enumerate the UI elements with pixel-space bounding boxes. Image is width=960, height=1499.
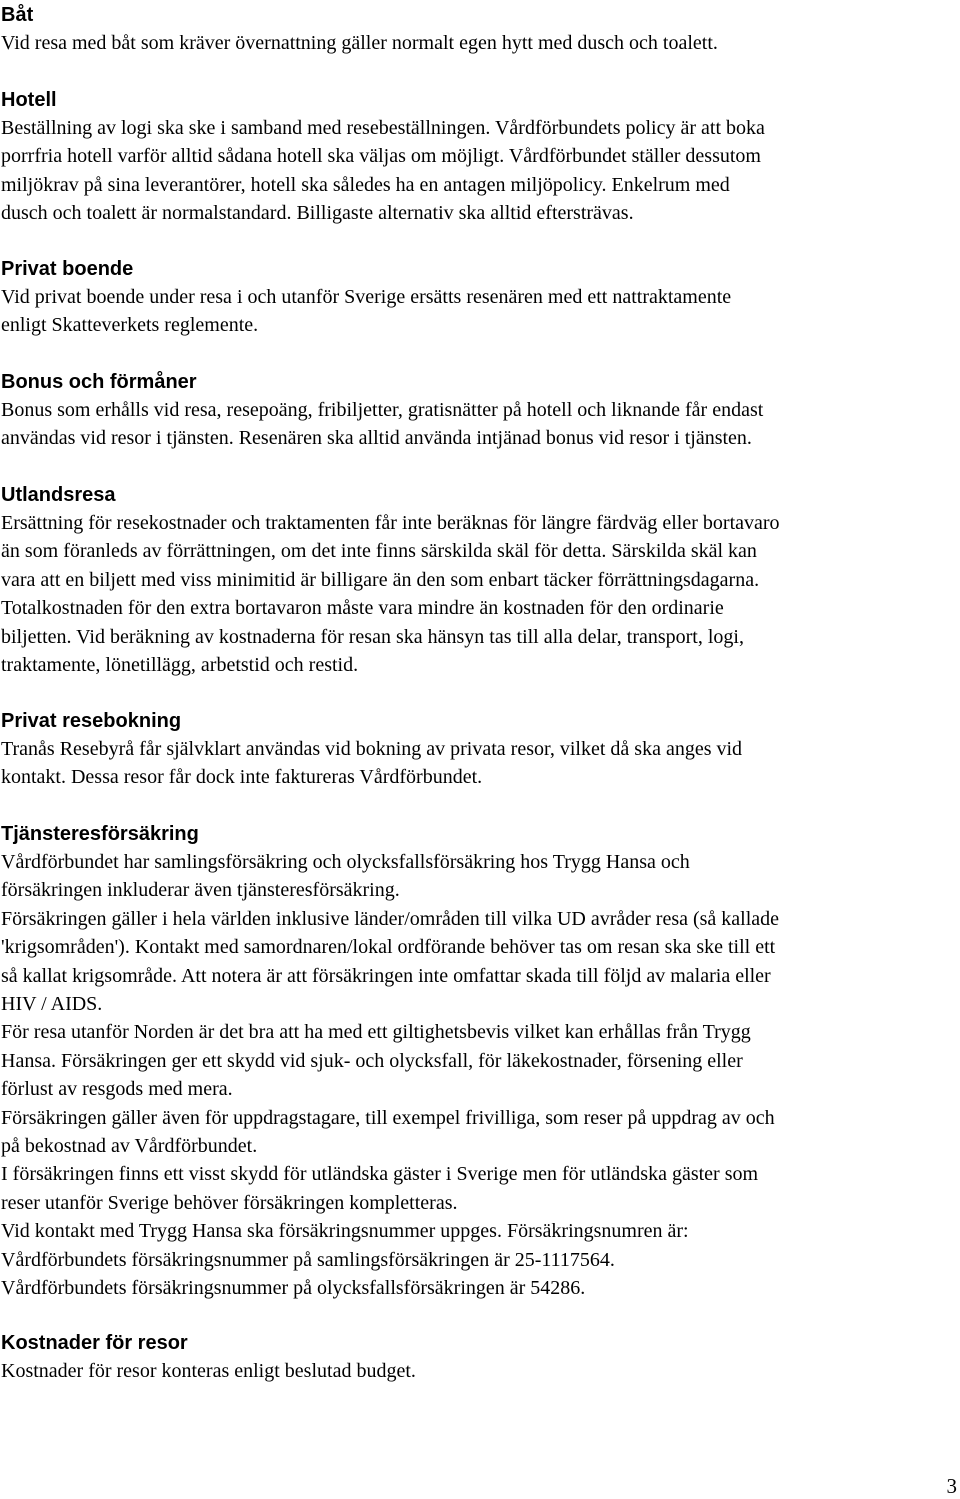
body-line: enligt Skatteverkets reglemente. [1,314,259,337]
body-line: HIV / AIDS. [1,993,103,1016]
body-line: Tranås Resebyrå får självklart användas vid bokning av privata resor, vilket då ska anges vid [1,738,743,760]
section-bonus [1,368,957,453]
body-line: Vid resa med båt som kräver övernattning gäller normalt egen hytt med dusch och toalett. [1,32,718,54]
section-body [1,283,957,340]
section-heading: Båt [1,4,34,26]
section-body [1,1357,957,1385]
body-line: 'krigsområden'). Kontakt med samordnaren/lokal ordförande behöver tas om resan ska ske till ett [1,936,776,959]
section-heading: Privat boende [1,258,134,280]
section-utlandsresa [1,481,957,679]
body-line: Försäkringen gäller även för uppdragstagare, till exempel frivilliga, som reser på uppdrag av och [1,1106,775,1129]
section-kostnader [1,1329,957,1385]
section-heading: Kostnader för resor [1,1332,188,1354]
body-line: Försäkringen gäller i hela världen inklusive länder/områden till vilka UD avråder resa (så kallade [1,907,780,930]
section-tjansteresforsakring [1,820,957,1303]
body-line: Vårdförbundets försäkringsnummer på samlingsförsäkringen är 25-1117564. [1,1248,615,1271]
section-heading: Utlandsresa [1,484,116,506]
body-line: Totalkostnaden för den extra bortavaron måste vara mindre än kostnaden för den ordinarie [1,597,724,620]
section-hotell [1,86,957,228]
section-heading: Tjänsteresförsäkring [1,823,199,845]
page-number: 3 [946,1474,957,1498]
body-line: Hansa. Försäkringen ger ett skydd vid sjuk- och olycksfall, för läkekostnader, försening eller [1,1049,743,1072]
body-line: Beställning av logi ska ske i samband med resebeställningen. Vårdförbundets policy är att boka [1,117,765,139]
body-line: traktamente, lönetillägg, arbetstid och restid. [1,654,359,677]
body-line: Vårdförbundets försäkringsnummer på olycksfallsförsäkringen är 54286. [1,1277,586,1300]
body-line: dusch och toalett är normalstandard. Billigaste alternativ ska alltid eftersträvas. [1,202,634,225]
body-line: I försäkringen finns ett visst skydd för utländska gäster i Sverige men för utländska gäster som [1,1163,759,1186]
body-line: Vid privat boende under resa i och utanför Sverige ersätts resenären med ett nattraktamente [1,286,732,308]
body-line: så kallat krigsområde. Att notera är att försäkringen inte omfattar skada till följd av malaria eller [1,964,771,987]
body-line: miljökrav på sina leverantörer, hotell ska således ha en antagen miljöpolicy. Enkelrum med [1,173,730,196]
body-line: än som föranleds av förrättningen, om det inte finns särskilda skäl för detta. Särskilda skäl kan [1,540,757,563]
section-heading: Bonus och förmåner [1,371,197,393]
section-body [1,848,957,1303]
section-heading: Hotell [1,89,57,111]
section-privat-resebokning [1,707,957,792]
body-line: försäkringen inkluderar även tjänsteresförsäkring. [1,879,400,902]
section-body [1,114,957,228]
body-line: porrfria hotell varför alltid sådana hotell ska väljas om möjligt. Vårdförbundet ställer dessutom [1,145,761,168]
section-bat [1,1,957,57]
body-line: reser utanför Sverige behöver försäkringen kompletteras. [1,1191,458,1214]
body-line: användas vid resor i tjänsten. Resenären ska alltid använda intjänad bonus vid resor i tjänsten. [1,427,752,450]
body-line: Bonus som erhålls vid resa, resepoäng, fribiljetter, gratisnätter på hotell och liknande får endast [1,399,764,421]
body-line: Vårdförbundet har samlingsförsäkring och olycksfallsförsäkring hos Trygg Hansa och [1,851,690,873]
section-privat-boende [1,255,957,340]
body-line: vara att en biljett med viss minimitid är billigare än den som enbart täcker förrättningsdagarna. [1,568,760,591]
body-line: kontakt. Dessa resor får dock inte faktureras Vårdförbundet. [1,766,483,789]
body-line: Vid kontakt med Trygg Hansa ska försäkringsnummer uppges. Försäkringsnumren är: [1,1220,689,1243]
section-body [1,735,957,792]
body-line: på bekostnad av Vårdförbundet. [1,1135,258,1158]
body-line: Kostnader för resor konteras enligt beslutad budget. [1,1360,416,1382]
section-body [1,29,957,57]
section-body [1,509,957,679]
body-line: förlust av resgods med mera. [1,1078,233,1101]
section-heading: Privat resebokning [1,710,182,732]
body-line: För resa utanför Norden är det bra att ha med ett giltighetsbevis vilket kan erhållas från Trygg [1,1021,751,1044]
body-line: biljetten. Vid beräkning av kostnaderna för resan ska hänsyn tas till alla delar, transport, logi, [1,625,744,648]
body-line: Ersättning för resekostnader och traktamenten får inte beräknas för längre färdväg eller bortavaro [1,512,780,534]
section-body [1,396,957,453]
